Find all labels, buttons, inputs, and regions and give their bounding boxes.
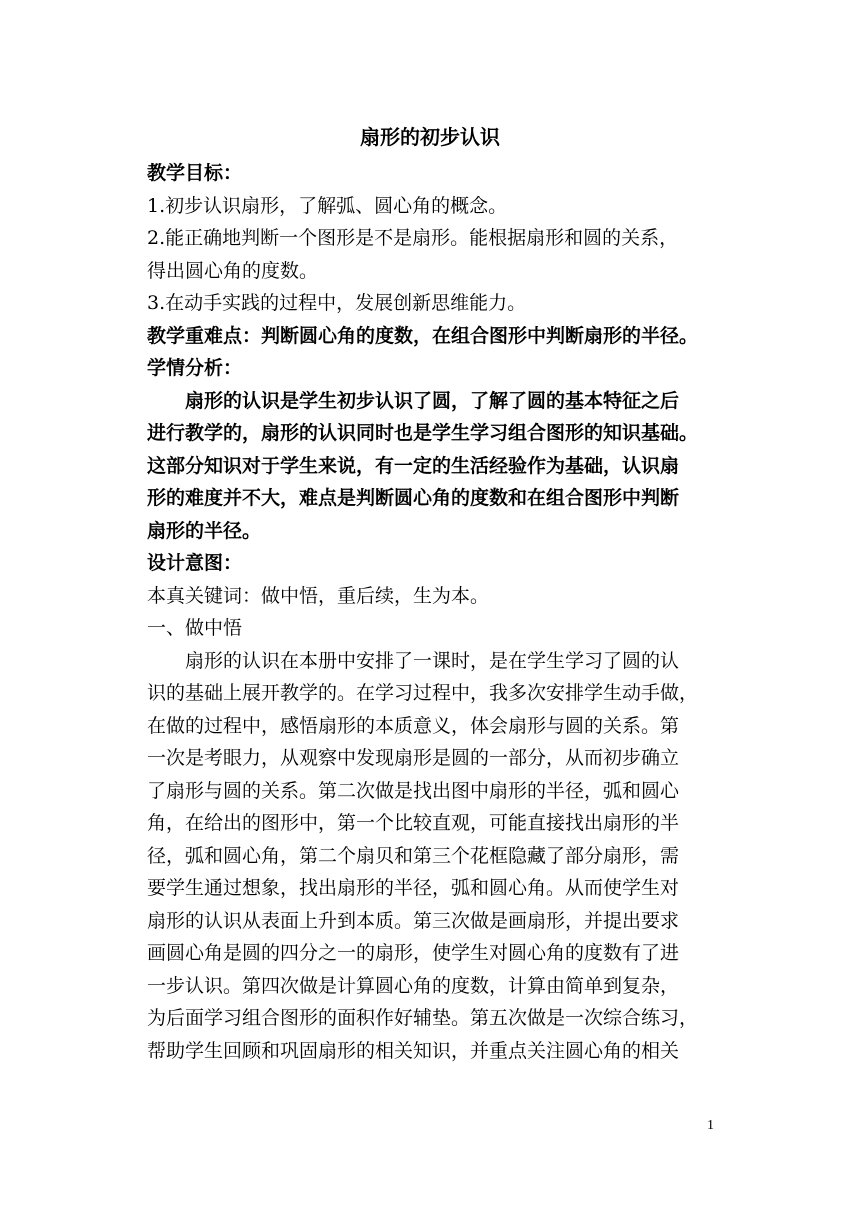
document-title: 扇形的初步认识 [360,125,500,149]
body-line: 一、做中悟 [147,617,243,639]
body-line: 1.初步认识扇形，了解弧、圆心角的概念。 [147,194,508,217]
body-line: 教学重难点：判断圆心角的度数，在组合图形中判断扇形的半径。 [147,324,699,347]
body-line: 得出圆心角的度数。 [147,259,319,282]
body-line: 3.在动手实践的过程中，发展创新思维能力。 [147,292,527,314]
body-line: 角，在给出的图形中，第一个比较直观，可能直接找出扇形的半 [147,812,680,834]
body-line: 帮助学生回顾和巩固扇形的相关知识，并重点关注圆心角的相关 [147,1039,680,1062]
body-line: 了扇形与圆的关系。第二次做是找出图中扇形的半径，弧和圆心 [147,779,680,802]
page-number: 1 [707,1118,714,1133]
body-line: 要学生通过想象，找出扇形的半径，弧和圆心角。从而使学生对 [147,877,680,899]
body-line: 教学目标： [147,162,243,184]
body-line: 为后面学习组合图形的面积作好辅垫。第五次做是一次综合练习， [147,1007,699,1029]
body-line: 学情分析： [147,357,243,379]
body-line: 扇形的认识从表面上升到本质。第三次做是画扇形，并提出要求 [147,909,680,932]
body-line: 画圆心角是圆的四分之一的扇形，使学生对圆心角的度数有了进 [147,942,680,964]
body-line: 一步认识。第四次做是计算圆心角的度数，计算由简单到复杂， [147,974,680,997]
body-line: 在做的过程中，感悟扇形的本质意义，体会扇形与圆的关系。第 [147,714,680,737]
body-line: 识的基础上展开教学的。在学习过程中，我多次安排学生动手做， [147,682,699,704]
body-line: 设计意图： [147,552,243,574]
body-line: 一次是考眼力，从观察中发现扇形是圆的一部分，从而初步确立 [147,747,680,769]
body-line: 径，弧和圆心角，第二个扇贝和第三个花框隐藏了部分扇形，需 [147,844,680,867]
body-line: 进行教学的，扇形的认识同时也是学生学习组合图形的知识基础。 [147,422,699,444]
body-line: 本真关键词：做中悟，重后续，生为本。 [147,584,490,607]
body-line: 2.能正确地判断一个图形是不是扇形。能根据扇形和圆的关系， [147,227,679,249]
body-line: 形的难度并不大，难点是判断圆心角的度数和在组合图形中判断 [147,487,680,509]
document-body [147,157,721,1067]
body-line: 这部分知识对于学生来说，有一定的生活经验作为基础，认识扇 [147,454,680,477]
body-line: 扇形的认识是学生初步认识了圆，了解了圆的基本特征之后 [185,389,680,412]
body-line: 扇形的认识在本册中安排了一课时，是在学生学习了圆的认 [185,649,680,672]
body-line: 扇形的半径。 [147,519,262,542]
